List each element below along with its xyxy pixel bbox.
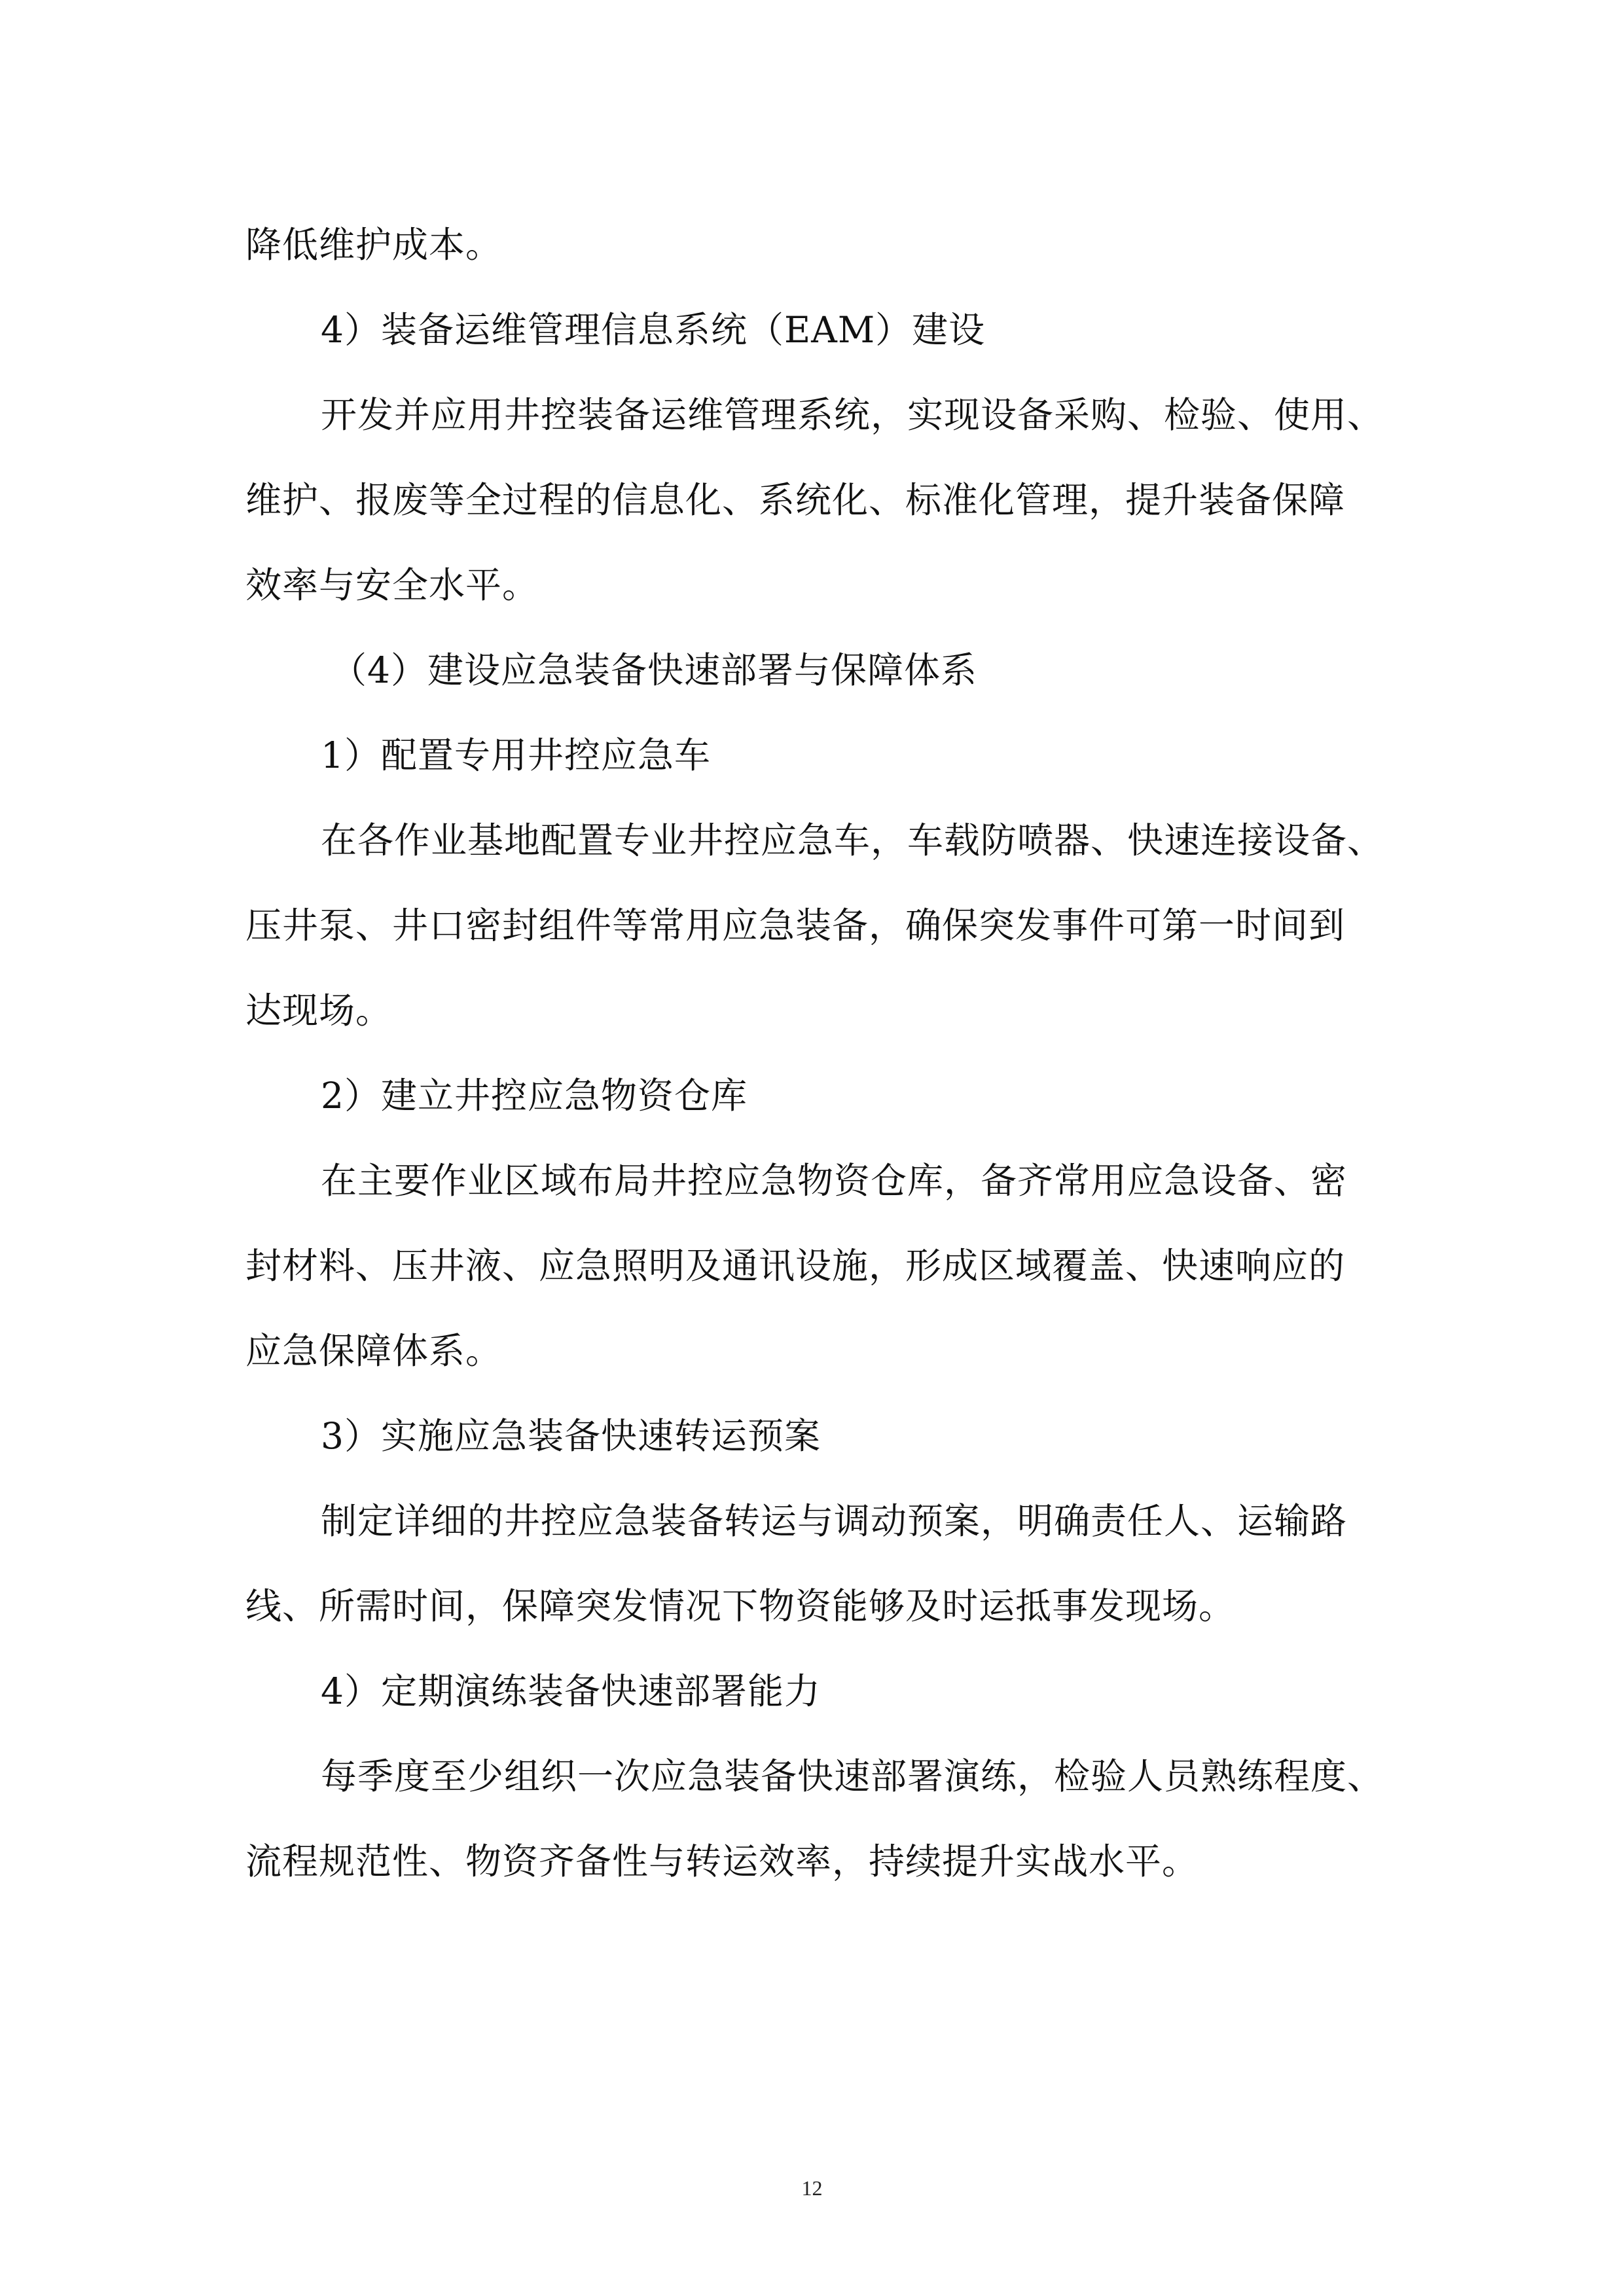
section-heading-emergency: （4）建设应急装备快速部署与保障体系 xyxy=(331,649,977,691)
paragraph-line: 维护、报废等全过程的信息化、系统化、标准化管理，提升装备保障 xyxy=(245,479,1346,521)
subsection-heading-warehouse: 2）建立井控应急物资仓库 xyxy=(321,1075,748,1117)
paragraph-line: 每季度至少组织一次应急装备快速部署演练，检验人员熟练程度、 xyxy=(321,1755,1384,1797)
subsection-heading-drill: 4）定期演练装备快速部署能力 xyxy=(321,1670,821,1712)
paragraph-line: 压井泵、井口密封组件等常用应急装备，确保突发事件可第一时间到 xyxy=(245,905,1346,946)
paragraph-line: 制定详细的井控应急装备转运与调动预案，明确责任人、运输路 xyxy=(321,1500,1348,1542)
subsection-heading-transport: 3）实施应急装备快速转运预案 xyxy=(321,1415,821,1457)
paragraph-line: 应急保障体系。 xyxy=(245,1330,503,1372)
subsection-heading-eam: 4）装备运维管理信息系统（EAM）建设 xyxy=(321,309,986,351)
paragraph-line: 线、所需时间，保障突发情况下物资能够及时运抵事发现场。 xyxy=(245,1585,1236,1627)
subsection-heading-vehicle: 1）配置专用井控应急车 xyxy=(321,734,711,776)
paragraph-line: 在各作业基地配置专业井控应急车，车载防喷器、快速连接设备、 xyxy=(321,819,1384,861)
page-number: 12 xyxy=(801,2176,823,2200)
paragraph-line: 封材料、压井液、应急照明及通讯设施，形成区域覆盖、快速响应的 xyxy=(245,1245,1346,1287)
paragraph-continuation: 降低维护成本。 xyxy=(245,224,503,266)
paragraph-line: 流程规范性、物资齐备性与转运效率，持续提升实战水平。 xyxy=(245,1840,1199,1882)
body-text xyxy=(245,202,1384,1904)
paragraph-line: 开发并应用井控装备运维管理系统，实现设备采购、检验、使用、 xyxy=(321,394,1384,436)
paragraph-line: 在主要作业区域布局井控应急物资仓库，备齐常用应急设备、密 xyxy=(321,1160,1348,1202)
paragraph-line: 达现场。 xyxy=(245,990,393,1031)
paragraph-line: 效率与安全水平。 xyxy=(245,564,539,606)
